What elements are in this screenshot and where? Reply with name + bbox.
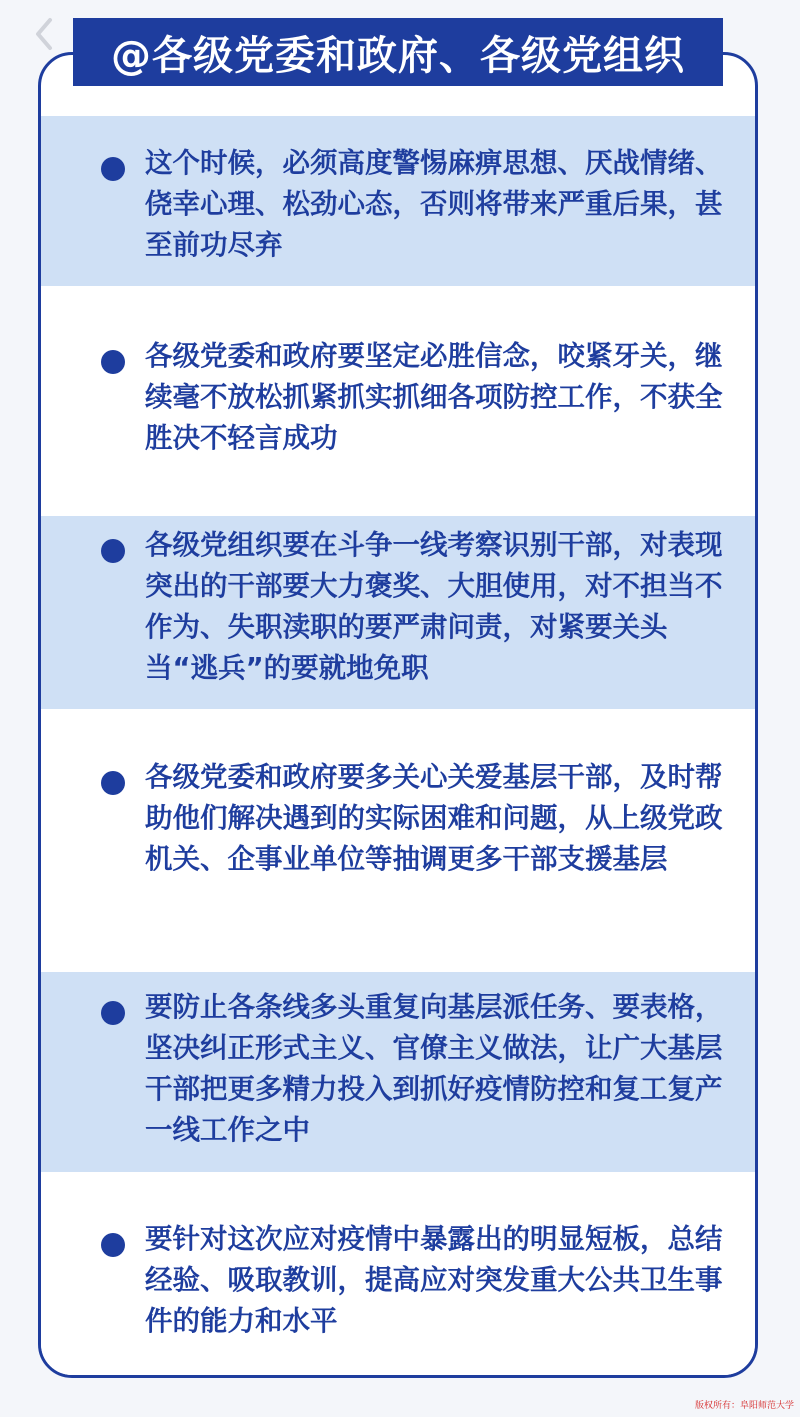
dot-bullet-icon: [101, 1233, 125, 1257]
list-item-text: 要针对这次应对疫情中暴露出的明显短板，总结经验、吸取教训，提高应对突发重大公共卫生事件的能力和水平: [145, 1223, 723, 1337]
page-title: @各级党委和政府、各级党组织: [111, 32, 685, 79]
list-item: [101, 1219, 741, 1342]
list-item: [101, 143, 741, 266]
list-item: [101, 336, 741, 459]
dot-bullet-icon: [101, 771, 125, 795]
page-title-banner: [73, 18, 723, 86]
dot-bullet-icon: [101, 1001, 125, 1025]
list-item: [101, 525, 741, 689]
list-item-text: 各级党委和政府要坚定必胜信念，咬紧牙关，继续毫不放松抓紧抓实抓细各项防控工作，不获全胜决不轻言成功: [145, 340, 723, 454]
copyright-credit: 版权所有：阜阳师范大学: [694, 1401, 794, 1411]
dot-bullet-icon: [101, 157, 125, 181]
list-item-text: 要防止各条线多头重复向基层派任务、要表格，坚决纠正形式主义、官僚主义做法，让广大基层干部把更多精力投入到抓好疫情防控和复工复产一线工作之中: [145, 991, 723, 1146]
dot-bullet-icon: [101, 350, 125, 374]
list-item: [101, 757, 741, 880]
list-item-text: 这个时候，必须高度警惕麻痹思想、厌战情绪、侥幸心理、松劲心态，否则将带来严重后果，甚至前功尽弃: [145, 147, 723, 261]
chevron-left-icon[interactable]: [30, 14, 58, 54]
dot-bullet-icon: [101, 539, 125, 563]
content-card: [38, 52, 758, 1378]
list-item-text: 各级党委和政府要多关心关爱基层干部，及时帮助他们解决遇到的实际困难和问题，从上级党政机关、企事业单位等抽调更多干部支援基层: [145, 761, 723, 875]
list-item: [101, 987, 741, 1151]
list-item-text: 各级党组织要在斗争一线考察识别干部，对表现突出的干部要大力褒奖、大胆使用，对不担当不作为、失职渎职的要严肃问责，对紧要关头当“逃兵”的要就地免职: [145, 529, 723, 684]
